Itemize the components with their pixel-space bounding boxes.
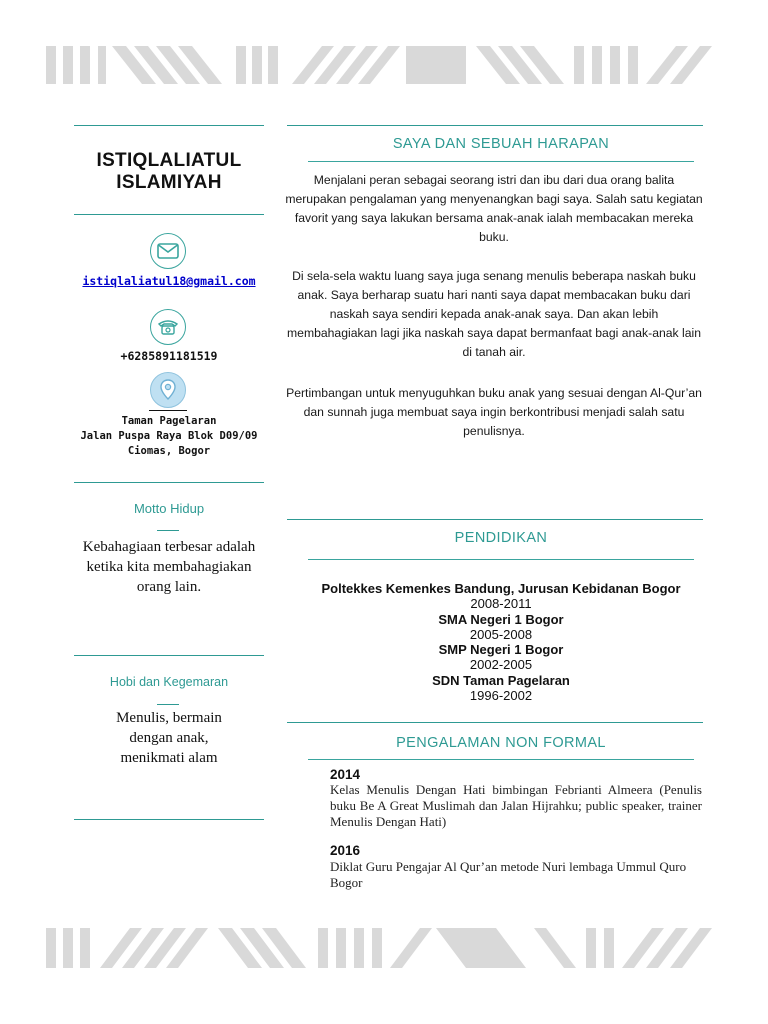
about-paragraph-2: Di sela-sela waktu luang saya juga senang menulis beberapa naskah buku anak. Saya berharap suatu hari nanti saya dapat membacakan buku dari naskah saya sendiri kepada anak-anak saya. Dan akan lebih membahagiakan lagi jika naskah saya dapat bermanfaat bagi anak-anak lain di tanah air. <box>287 269 701 359</box>
motto-text: Kebahagiaan terbesar adalah ketika kita membahagiakan orang lain. <box>82 539 256 595</box>
education-title-underline <box>308 559 694 560</box>
experience-title: PENGALAMAN NON FORMAL <box>396 735 606 751</box>
education-years: 2008-2011 <box>470 596 532 612</box>
left-name-divider <box>74 214 264 215</box>
envelope-icon <box>150 233 186 269</box>
education-school: Poltekkes Kemenkes Bandung, Jurusan Kebidanan Bogor <box>321 581 681 596</box>
education-school: SMP Negeri 1 Bogor <box>438 642 564 658</box>
education-school: SDN Taman Pagelaran <box>432 672 570 688</box>
hobby-text: Menulis, bermain dengan anak, menikmati alam <box>116 710 222 766</box>
education-school: SMA Negeri 1 Bogor <box>438 611 564 627</box>
decorative-stripe-band-bottom <box>46 924 722 972</box>
left-bottom-divider <box>74 819 264 820</box>
about-title-underline <box>308 161 694 162</box>
experience-top-divider <box>287 722 703 723</box>
profile-name: ISTIQLALIATUL ISLAMIYAH <box>96 150 242 193</box>
experience-year: 2014 <box>330 767 361 782</box>
address-underline <box>149 410 187 411</box>
education-top-divider <box>287 519 703 520</box>
decorative-stripe-band-top <box>46 40 722 88</box>
telephone-icon <box>150 309 186 345</box>
location-pin-icon <box>150 372 186 408</box>
about-top-divider <box>287 125 703 126</box>
hobby-title-underline <box>157 704 179 705</box>
education-list <box>308 581 694 703</box>
education-years: 2002-2005 <box>469 657 533 673</box>
experience-description: Kelas Menulis Dengan Hati bimbingan Febrianti Almeera (Penulis buku Be A Great Muslimah dan Jalan Hijrahku; public speaker, trainer Menulis Dengan Hati) <box>330 782 702 829</box>
education-years: 2005-2008 <box>469 626 533 642</box>
experience-year: 2016 <box>330 843 361 858</box>
hobby-title: Hobi dan Kegemaran <box>109 675 229 689</box>
motto-title-underline <box>157 530 179 531</box>
experience-description: Diklat Guru Pengajar Al Qur’an metode Nuri lembaga Ummul Quro Bogor <box>330 859 687 890</box>
address-line-3: Ciomas, Bogor <box>127 445 211 457</box>
about-paragraph-1: Menjalani peran sebagai seorang istri dan ibu dari dua orang balita merupakan pengalaman yang menyenangkan bagi saya. Salah satu kegiatan favorit yang saya lakukan bersama anak-anak ialah membacakan mereka buku. <box>285 173 703 244</box>
address-line-2: Jalan Puspa Raya Blok D09/09 <box>80 430 258 442</box>
about-title: SAYA DAN SEBUAH HARAPAN <box>392 136 610 152</box>
email-link[interactable]: istiqlaliatul18@gmail.com <box>82 274 256 288</box>
address-line-1: Taman Pagelaran <box>121 415 217 427</box>
experience-title-underline <box>308 759 694 760</box>
education-title: PENDIDIKAN <box>454 530 548 546</box>
left-top-divider <box>74 125 264 126</box>
left-hobby-divider <box>74 655 264 656</box>
motto-title: Motto Hidup <box>133 501 205 516</box>
phone-number: +6285891181519 <box>120 349 218 363</box>
left-motto-divider <box>74 482 264 483</box>
about-paragraph-3: Pertimbangan untuk menyuguhkan buku anak yang sesuai dengan Al-Qur’an dan sunnah juga membuat saya ingin berkontribusi menjadi salah satu penulisnya. <box>286 386 702 438</box>
education-years: 1996-2002 <box>469 688 533 704</box>
